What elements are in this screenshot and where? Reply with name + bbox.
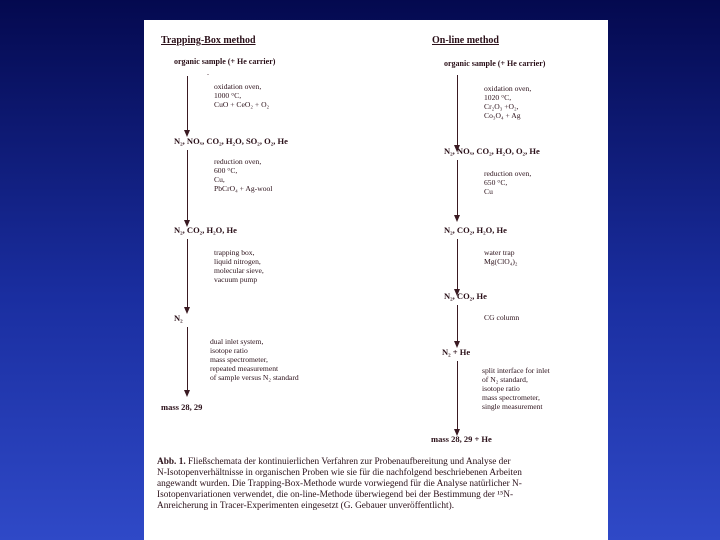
caption-label: Abb. 1. — [157, 457, 186, 467]
text-line: trapping box, — [214, 248, 255, 257]
right-species-3: N₂, CO₂, He — [444, 291, 487, 301]
right-arrow-3-line — [457, 239, 458, 291]
left-species-2: N₂, CO₂, H₂O, He — [174, 225, 237, 235]
right-arrow-2-line — [457, 160, 458, 217]
left-species-3: N₂ — [174, 313, 183, 323]
caption-line-4: Isotopenvariationen verwendet, die on-line-Methode überwiegend bei der Bestimmung der ¹⁵N- — [157, 490, 514, 500]
right-step-oxidation — [484, 84, 531, 120]
text-line: CuO + CeO₂ + O₂ — [214, 100, 270, 109]
left-arrow-1-line — [187, 76, 188, 132]
caption-line-3: angewandt wurden. Die Trapping-Box-Methode wurde vorwiegend für die Analyse natürlicher N- — [157, 479, 522, 489]
text-line: PbCrO₄ + Ag-wool — [214, 184, 273, 193]
text-line: Mg(ClO₄)₂ — [484, 257, 518, 266]
right-step-split-interface — [482, 366, 550, 411]
text-line: reduction oven, — [214, 157, 262, 166]
text-line: of sample versus N₂ standard — [210, 373, 299, 382]
text-line: of N₂ standard, — [482, 375, 528, 384]
left-method-header: Trapping-Box method — [161, 35, 256, 46]
left-result: mass 28, 29 — [161, 402, 203, 412]
right-result: mass 28, 29 + He — [431, 434, 492, 444]
text-line: molecular sieve, — [214, 266, 264, 275]
caption-line-1: Fließschemata der kontinuierlichen Verfahren zur Probenaufbereitung und Analyse der — [188, 457, 511, 467]
text-line: 600 °C, — [214, 166, 238, 175]
right-species-1: N₂, NOₓ, CO₂, H₂O, O₂, He — [444, 146, 540, 156]
text-line: water trap — [484, 248, 515, 257]
text-line: Co₃O₄ + Ag — [484, 111, 521, 120]
scan-speck: . — [207, 68, 209, 77]
text-line: isotope ratio — [210, 346, 248, 355]
text-line: mass spectrometer, — [482, 393, 540, 402]
text-line: 1000 °C, — [214, 91, 242, 100]
text-line: isotope ratio — [482, 384, 520, 393]
figure-caption — [157, 457, 607, 512]
right-species-2: N₂, CO₂, H₂O, He — [444, 225, 507, 235]
left-arrow-2-line — [187, 150, 188, 222]
text-line: oxidation oven, — [484, 84, 532, 93]
right-arrow-2-head — [454, 215, 460, 222]
text-line: oxidation oven, — [214, 82, 262, 91]
text-line: 1020 °C, — [484, 93, 512, 102]
left-arrow-4-head — [184, 390, 190, 397]
caption-line-2: N-Isotopenverhältnisse in organischen Proben wie sie für die nachfolgend beschriebenen Arbeiten — [157, 468, 522, 478]
text-line: split interface for inlet — [482, 366, 550, 375]
text-line: CG column — [484, 313, 520, 322]
right-species-4: N₂ + He — [442, 347, 471, 357]
left-step-reduction — [214, 157, 272, 193]
text-line: single measurement — [482, 402, 543, 411]
right-arrow-4-line — [457, 305, 458, 343]
caption-line-5: Anreicherung in Tracer-Experimenten eingesetzt (G. Gebauer unveröffentlicht). — [157, 501, 455, 511]
right-method-header: On-line method — [432, 35, 499, 46]
left-sample-label: organic sample (+ He carrier) — [174, 57, 276, 66]
left-step-oxidation — [214, 82, 269, 109]
text-line: dual inlet system, — [210, 337, 264, 346]
right-step-reduction — [484, 169, 531, 196]
text-line: liquid nitrogen, — [214, 257, 261, 266]
left-step-mass-spec — [210, 337, 299, 382]
right-step-cg-column — [484, 313, 519, 322]
scanned-figure-page — [144, 20, 608, 540]
text-line: mass spectrometer, — [210, 355, 268, 364]
text-line: Cu, — [214, 175, 225, 184]
text-line: Cu — [484, 187, 493, 196]
left-species-1: N₂, NOₓ, CO₂, H₂O, SO₂, O₂, He — [174, 136, 288, 146]
text-line: repeated measurement — [210, 364, 279, 373]
right-arrow-5-line — [457, 361, 458, 431]
right-sample-label: organic sample (+ He carrier) — [444, 59, 546, 68]
left-arrow-3-line — [187, 239, 188, 309]
text-line: 650 °C, — [484, 178, 508, 187]
left-arrow-3-head — [184, 307, 190, 314]
right-arrow-1-line — [457, 75, 458, 147]
text-line: Cr₂O₃ +O₂, — [484, 102, 519, 111]
text-line: reduction oven, — [484, 169, 532, 178]
text-line: vacuum pump — [214, 275, 258, 284]
right-step-water-trap — [484, 248, 518, 266]
left-step-trapping — [214, 248, 264, 284]
left-arrow-4-line — [187, 327, 188, 392]
